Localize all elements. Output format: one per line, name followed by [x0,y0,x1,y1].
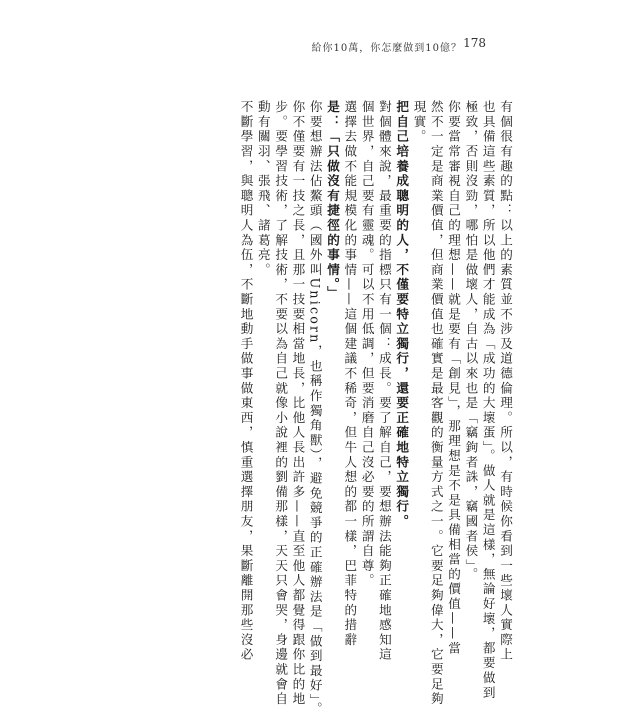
page-number: 178 [463,36,486,50]
vertical-text-body [146,100,513,717]
text-column: 然不一定是商業價值，但商業價值也確實是最客觀的衡量方式之一。它要足夠偉大，它要足夠 [428,100,444,707]
text-column: 你不僅要有一技之長，且那一技要相當地長，比他人長出許多——直至他人都覺得跟你比的地 [290,100,306,707]
text-column: 有個很有趣的點：以上的素質並不涉及道德倫理。所以，有時候你看到一些壞人實際上 [498,100,513,663]
text-column: 也具備這些素質，所以他們才能成為「成功的大壞蛋」。做人就是這樣，無論好壞，都要做到 [480,100,496,701]
text-column: 動有關羽、張飛、諸葛亮。 [255,100,271,278]
text-column: 選擇去做不能規模化的事情——這個建議不稀奇，但牛人想的都一樣，巴菲特的措辭 [342,100,358,648]
bold-heading-column: 把自己培養成聰明的人，不僅要特立獨行，還要正確地特立獨行。 [394,100,410,530]
text-column: 步。要學習技術，了解技術，不要以為自己就像小說裡的劉備那樣，天天只會哭，身邊就會自 [273,100,289,707]
text-column: 你要想辦法佔鰲頭（國外叫Unicorn，也稱作獨角獸），避免競爭的正確辦法是「做到最好」。 [307,100,323,717]
text-column: 不斷學習，與聰明人為伍，不斷地動手做事做東西，慎重選擇朋友，果斷離開那些沒必 [238,100,254,663]
text-column: 極致，否則沒勁，哪怕是做壞人，自古以來也是「竊鉤者誅，竊國者侯」。 [463,100,479,583]
text-column: 現實。 [411,100,427,145]
running-header-title: 給你10萬，你怎麼做到10億？ [311,43,462,54]
text-column: 你要當常審視自己的理想——就是要有「創見」，那理想是不是具備相當的價值——當 [446,100,462,657]
text-column: 個世界，自己要有靈魂。可以不用低調，但要消磨自己沒必要的所謂自尊。 [359,100,375,589]
bold-quote-column: 是：「只做沒有捷徑的事情。」 [325,100,341,301]
text-column: 對個體來說，最重要的指標只有一個：成長。要了解自己，要想辦法能夠正確地感知這 [376,100,392,663]
